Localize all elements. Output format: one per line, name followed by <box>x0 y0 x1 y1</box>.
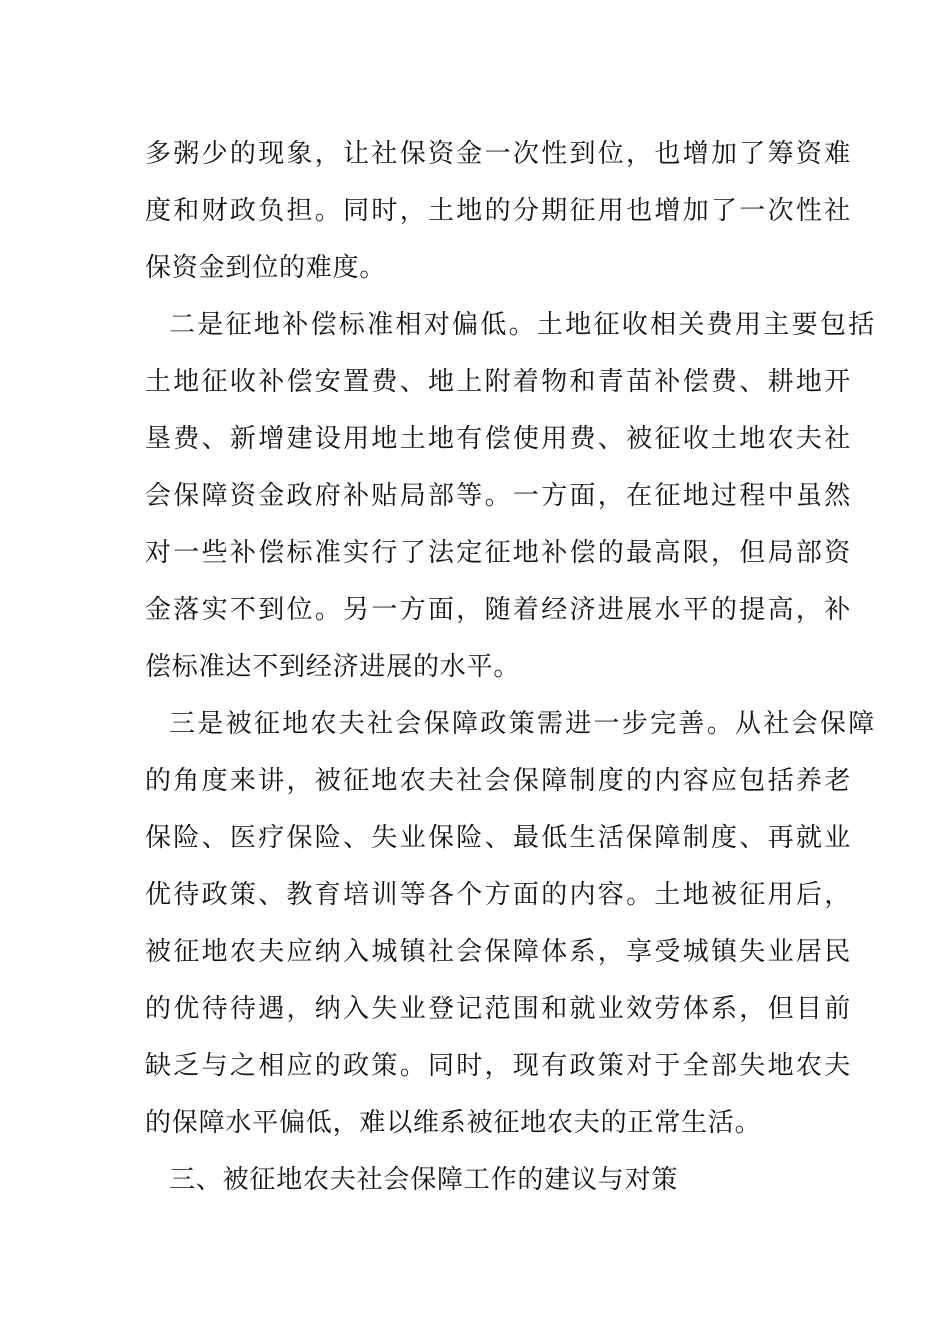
paragraph-continuation <box>145 126 853 297</box>
text-line: 三是被征地农夫社会保障政策需进一步完善。从社会保障 <box>169 709 877 739</box>
text-line: 被征地农夫应纳入城镇社会保障体系，享受城镇失业居民 <box>145 937 853 967</box>
text-line: 的角度来讲，被征地农夫社会保障制度的内容应包括养老 <box>145 766 853 796</box>
text-line: 二是征地补偿标准相对偏低。土地征收相关费用主要包括 <box>169 310 877 340</box>
text-line: 保资金到位的难度。 <box>145 253 387 283</box>
text-line: 会保障资金政府补贴局部等。一方面，在征地过程中虽然 <box>145 481 853 511</box>
text-line: 保险、医疗保险、失业保险、最低生活保障制度、再就业 <box>145 823 853 853</box>
text-line: 的优待待遇，纳入失业登记范围和就业效劳体系，但目前 <box>145 994 853 1024</box>
section-heading-text: 三、被征地农夫社会保障工作的建议与对策 <box>169 1165 679 1195</box>
text-line: 金落实不到位。另一方面，随着经济进展水平的提高，补 <box>145 595 853 625</box>
section-heading <box>145 1152 805 1209</box>
text-line: 优待政策、教育培训等各个方面的内容。土地被征用后， <box>145 880 853 910</box>
text-line: 垦费、新增建设用地土地有偿使用费、被征收土地农夫社 <box>145 424 853 454</box>
text-line: 缺乏与之相应的政策。同时，现有政策对于全部失地农夫 <box>145 1051 853 1081</box>
document-body <box>145 126 877 1209</box>
paragraph-compensation-standard <box>145 297 877 696</box>
text-line: 的保障水平偏低，难以维系被征地农夫的正常生活。 <box>145 1108 762 1138</box>
text-line: 多粥少的现象，让社保资金一次性到位，也增加了筹资难 <box>145 139 853 169</box>
paragraph-social-security-policy <box>145 696 877 1152</box>
text-line: 对一些补偿标准实行了法定征地补偿的最高限，但局部资 <box>145 538 853 568</box>
text-line: 偿标准达不到经济进展的水平。 <box>145 652 521 682</box>
text-line: 度和财政负担。同时，土地的分期征用也增加了一次性社 <box>145 196 853 226</box>
text-line: 土地征收补偿安置费、地上附着物和青苗补偿费、耕地开 <box>145 367 853 397</box>
